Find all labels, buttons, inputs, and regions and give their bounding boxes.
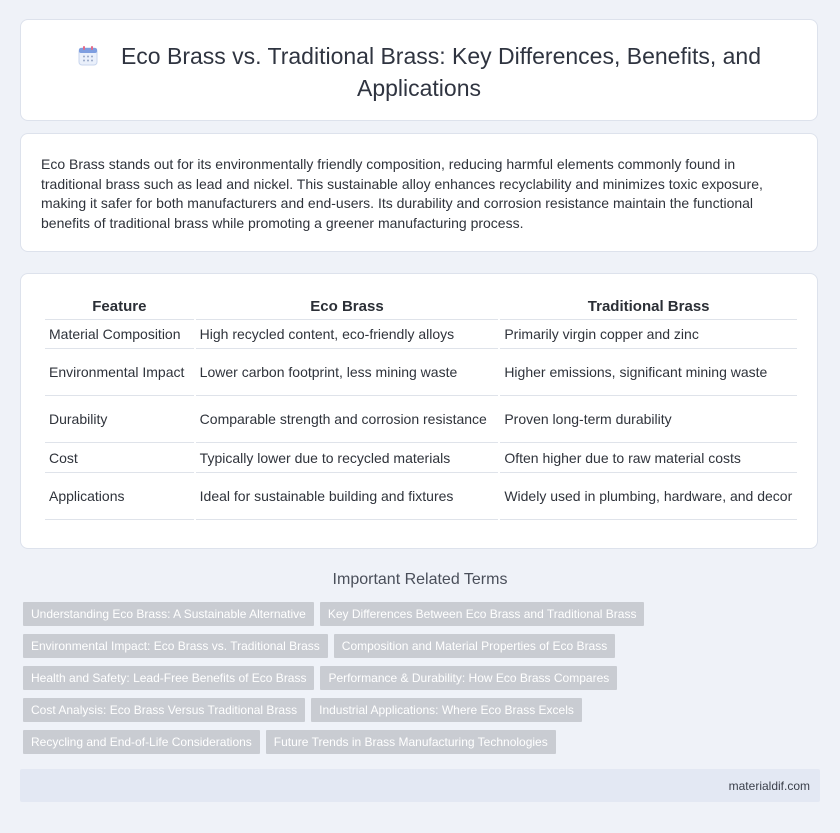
calendar-icon [77,45,99,74]
row-feature: Material Composition [45,319,194,348]
table-row [45,348,797,395]
row-eco: Comparable strength and corrosion resistance [196,395,499,442]
row-traditional: Often higher due to raw material costs [500,442,797,472]
page-title: Eco Brass vs. Traditional Brass: Key Differences, Benefits, and Applications [120,43,762,101]
row-traditional: Higher emissions, significant mining waste [500,348,797,395]
row-eco: Typically lower due to recycled materials [196,442,499,472]
row-eco: Ideal for sustainable building and fixtures [196,472,499,520]
table-row [45,472,797,520]
page-title-wrap [61,42,777,103]
row-traditional: Widely used in plumbing, hardware, and decor [500,472,797,520]
related-terms-title: Important Related Terms [332,571,508,588]
related-term-tag[interactable]: Understanding Eco Brass: A Sustainable Alternative [23,602,314,626]
row-feature: Applications [45,472,194,520]
footer-site-link[interactable]: materialdif.com [728,779,810,793]
comparison-card [20,273,818,549]
comparison-table [43,294,799,520]
row-feature: Cost [45,442,194,472]
row-eco: High recycled content, eco-friendly alloys [196,319,499,348]
title-card [20,19,818,121]
table-row [45,319,797,348]
related-term-tag[interactable]: Industrial Applications: Where Eco Brass Excels [311,698,582,722]
header-eco-brass: Eco Brass [310,298,384,315]
related-term-tag[interactable]: Cost Analysis: Eco Brass Versus Traditional Brass [23,698,305,722]
related-term-tag[interactable]: Future Trends in Brass Manufacturing Technologies [266,730,556,754]
related-term-tag[interactable]: Composition and Material Properties of Eco Brass [334,634,615,658]
table-header-row [45,294,797,319]
related-terms-list [23,602,823,754]
header-traditional-brass: Traditional Brass [587,298,710,315]
footer-bar [20,769,820,802]
row-traditional: Proven long-term durability [500,395,797,442]
row-feature: Environmental Impact [45,348,194,395]
header-feature: Feature [92,298,147,315]
table-row [45,395,797,442]
related-term-tag[interactable]: Environmental Impact: Eco Brass vs. Traditional Brass [23,634,328,658]
related-term-tag[interactable]: Key Differences Between Eco Brass and Traditional Brass [320,602,645,626]
table-row [45,442,797,472]
row-feature: Durability [45,395,194,442]
related-term-tag[interactable]: Recycling and End-of-Life Considerations [23,730,260,754]
related-term-tag[interactable]: Health and Safety: Lead-Free Benefits of Eco Brass [23,666,314,690]
intro-card [20,133,818,252]
intro-paragraph: Eco Brass stands out for its environmentally friendly composition, reducing harmful elements commonly found in traditional brass such as lead and nickel. This sustainable alloy enhances recyclability and minimizes toxic exposure, making it safer for both manufacturers and end-users. Its durability and corrosion resistance maintain the functional benefits of traditional brass while promoting a greener manufacturing process. [41,156,763,231]
row-eco: Lower carbon footprint, less mining waste [196,348,499,395]
row-traditional: Primarily virgin copper and zinc [500,319,797,348]
related-term-tag[interactable]: Performance & Durability: How Eco Brass Compares [320,666,617,690]
